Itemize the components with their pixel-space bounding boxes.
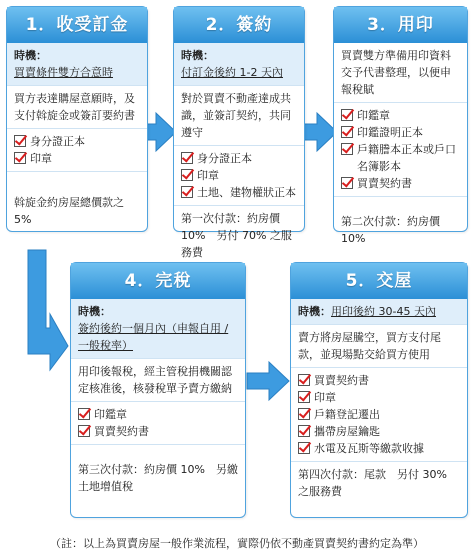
- step-1-description: 買方表達購屋意願時，及支付斡旋金或簽訂要約書: [7, 86, 147, 129]
- check-label: 戶籍登記遷出: [314, 408, 380, 421]
- step-5-check-item: [298, 389, 460, 406]
- step-4-card: [70, 262, 246, 518]
- check-label: 水電及瓦斯等繳款收據: [314, 442, 424, 455]
- step-5-title: 5．交屋: [291, 263, 467, 299]
- step-3-checklist: [334, 103, 467, 197]
- step-3-card: [333, 6, 468, 245]
- step-1-title: 1．收受訂金: [7, 7, 147, 43]
- check-label: 買賣契約書: [357, 177, 412, 190]
- check-label: 戶籍謄本正本或戶口名簿影本: [357, 143, 456, 173]
- footnote: （註：以上為買賣房屋一般作業流程，實際仍依不動產買賣契約書約定為準）: [50, 537, 424, 550]
- step-2-timing-label: 時機：: [181, 49, 214, 62]
- checkbox-checked-icon: [298, 442, 310, 454]
- checkbox-checked-icon: [341, 126, 353, 138]
- check-label: 買賣契約書: [94, 425, 149, 438]
- step-2-check-item: [181, 150, 297, 167]
- step-3-check-item: [341, 124, 460, 141]
- step-2-description: 對於買賣不動產達成共識，並簽訂契約，共同遵守: [174, 86, 304, 146]
- step-3-check-item: [341, 107, 460, 124]
- checkbox-checked-icon: [14, 152, 26, 164]
- step-5-card: [290, 262, 468, 518]
- step-5-payment: 第四次付款：尾款 另付 30% 之服務費: [298, 468, 447, 498]
- check-label: 印章: [314, 391, 336, 404]
- step-4-timing-label: 時機：: [78, 305, 111, 318]
- step-2-timing: [174, 43, 304, 86]
- checkbox-checked-icon: [78, 425, 90, 437]
- step-3-check-item: [341, 141, 460, 175]
- step-2-timing-value: 付訂金後約 1-2 天內: [181, 66, 283, 79]
- step-4-check-item: [78, 423, 238, 440]
- check-label: 印鑑證明正本: [357, 126, 423, 139]
- step-1-timing-value: 買賣條件雙方合意時: [14, 66, 113, 79]
- checkbox-checked-icon: [341, 143, 353, 155]
- step-4-title: 4．完稅: [71, 263, 245, 299]
- step-1-timing-label: 時機：: [14, 49, 47, 62]
- checkbox-checked-icon: [181, 186, 193, 198]
- check-label: 印章: [197, 169, 219, 182]
- step-5-check-item: [298, 423, 460, 440]
- step-3-title: 3．用印: [334, 7, 467, 43]
- step-4-timing-value: 簽約後約一個月內（申報自用 / 一般稅率）: [78, 322, 229, 352]
- step-2-check-item: [181, 184, 297, 201]
- check-label: 印章: [30, 152, 52, 165]
- arrow-step4-to-step5: [247, 362, 289, 400]
- check-label: 印鑑章: [357, 109, 390, 122]
- step-4-check-item: [78, 406, 238, 423]
- step-5-check-item: [298, 440, 460, 457]
- step-3-description: 買賣雙方準備用印資料交予代書整理，以便申報稅賦: [334, 43, 467, 103]
- check-label: 身分證正本: [197, 152, 252, 165]
- step-5-description: 賣方將房屋騰空，買方支付尾款，並現場點交給買方使用: [291, 325, 467, 368]
- step-2-checklist: [174, 146, 304, 206]
- checkbox-checked-icon: [298, 391, 310, 403]
- step-3-payment: 第二次付款：約房價 10%: [341, 215, 440, 245]
- checkbox-checked-icon: [341, 177, 353, 189]
- checkbox-checked-icon: [298, 408, 310, 420]
- step-2-card: [173, 6, 305, 259]
- step-1-checklist: [7, 129, 147, 172]
- step-5-timing-label: 時機：: [298, 305, 331, 318]
- checkbox-checked-icon: [298, 425, 310, 437]
- step-5-timing: [291, 299, 467, 325]
- checkbox-checked-icon: [298, 374, 310, 386]
- checkbox-checked-icon: [341, 109, 353, 121]
- step-2-check-item: [181, 167, 297, 184]
- check-label: 身分證正本: [30, 135, 85, 148]
- step-4-checklist: [71, 402, 245, 445]
- step-4-description: 用印後報稅，經主管稅捐機關認定核准後，核發稅單予賣方繳納: [71, 359, 245, 402]
- step-3-check-item: [341, 175, 460, 192]
- check-label: 買賣契約書: [314, 374, 369, 387]
- step-1-payment: 斡旋金約房屋總價款之 5%: [14, 196, 124, 226]
- step-1-check-item: [14, 133, 140, 150]
- check-label: 土地、建物權狀正本: [197, 186, 296, 199]
- step-5-checklist: [291, 368, 467, 462]
- step-1-check-item: [14, 150, 140, 167]
- check-label: 印鑑章: [94, 408, 127, 421]
- step-5-check-item: [298, 406, 460, 423]
- step-1-card: [6, 6, 148, 232]
- checkbox-checked-icon: [14, 135, 26, 147]
- checkbox-checked-icon: [181, 169, 193, 181]
- checkbox-checked-icon: [78, 408, 90, 420]
- step-2-title: 2．簽約: [174, 7, 304, 43]
- check-label: 攜帶房屋鑰匙: [314, 425, 380, 438]
- step-4-payment: 第三次付款：約房價 10% 另繳土地增值稅: [78, 463, 238, 493]
- step-5-check-item: [298, 372, 460, 389]
- arrow-step3-to-step4: [6, 250, 68, 370]
- step-1-timing: [7, 43, 147, 86]
- step-5-timing-value: 用印後約 30-45 天內: [331, 305, 436, 318]
- step-2-payment: 第一次付款：約房價 10% 另付 70% 之服務費: [181, 212, 292, 259]
- step-4-timing: [71, 299, 245, 359]
- checkbox-checked-icon: [181, 152, 193, 164]
